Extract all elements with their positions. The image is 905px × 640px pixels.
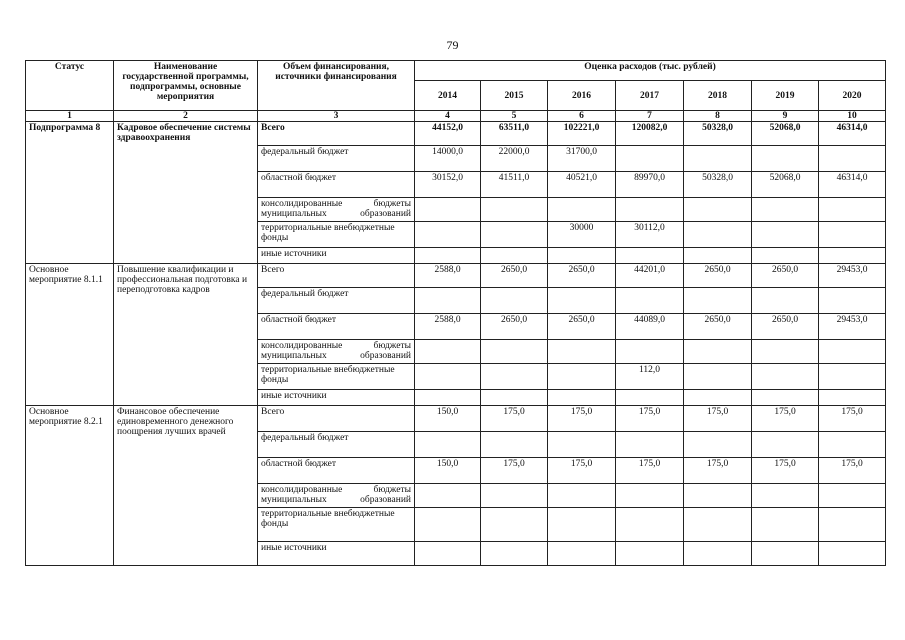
value-cell [616,288,684,314]
value-cell: 52068,0 [752,172,819,198]
value-cell: 2650,0 [548,264,616,288]
value-cell: 112,0 [616,364,684,390]
value-cell [684,198,752,222]
column-number: 4 [415,111,481,122]
funding-source-cell: областной бюджет [258,172,415,198]
value-cell: 175,0 [548,406,616,432]
value-cell [481,248,548,264]
funding-source-cell: федеральный бюджет [258,146,415,172]
value-cell [415,364,481,390]
value-cell [819,288,886,314]
value-cell: 46314,0 [819,172,886,198]
value-cell: 2650,0 [481,314,548,340]
value-cell [548,390,616,406]
value-cell: 102221,0 [548,122,616,146]
value-cell: 2650,0 [548,314,616,340]
value-cell: 2650,0 [752,264,819,288]
funding-source-cell: территориальные внебюджетные фонды [258,222,415,248]
value-cell: 52068,0 [752,122,819,146]
year-header: 2016 [548,81,616,111]
year-header: 2018 [684,81,752,111]
value-cell [415,340,481,364]
value-cell [819,484,886,508]
column-number: 8 [684,111,752,122]
value-cell [819,390,886,406]
year-header: 2017 [616,81,684,111]
value-cell [752,146,819,172]
value-cell: 2650,0 [684,264,752,288]
value-cell [616,248,684,264]
value-cell [684,288,752,314]
value-cell [415,198,481,222]
value-cell [752,222,819,248]
value-cell [481,432,548,458]
value-cell: 29453,0 [819,264,886,288]
value-cell: 30000 [548,222,616,248]
header-estimate: Оценка расходов (тыс. рублей) [415,61,886,81]
value-cell [481,198,548,222]
value-cell [616,146,684,172]
value-cell: 63511,0 [481,122,548,146]
value-cell [819,340,886,364]
column-number: 6 [548,111,616,122]
value-cell [481,364,548,390]
column-number: 10 [819,111,886,122]
value-cell: 150,0 [415,406,481,432]
status-cell: Основное мероприятие 8.2.1 [26,406,114,566]
value-cell [481,222,548,248]
value-cell: 175,0 [616,458,684,484]
value-cell [684,484,752,508]
column-number: 7 [616,111,684,122]
value-cell [616,390,684,406]
value-cell: 41511,0 [481,172,548,198]
header-name: Наименование государственной программы, подпрограммы, основные мероприятия [114,61,258,111]
value-cell [481,288,548,314]
value-cell: 175,0 [481,458,548,484]
value-cell [548,364,616,390]
value-cell [752,508,819,542]
value-cell [752,484,819,508]
value-cell [415,288,481,314]
year-header: 2019 [752,81,819,111]
funding-source-cell: территориальные внебюджетные фонды [258,508,415,542]
value-cell [415,542,481,566]
value-cell [819,222,886,248]
value-cell [415,508,481,542]
status-cell: Основное мероприятие 8.1.1 [26,264,114,406]
value-cell [684,390,752,406]
year-header: 2014 [415,81,481,111]
funding-source-cell: иные источники [258,542,415,566]
budget-table [25,60,886,566]
value-cell [415,390,481,406]
value-cell [616,198,684,222]
value-cell [752,390,819,406]
value-cell [548,484,616,508]
value-cell [415,248,481,264]
value-cell: 175,0 [684,458,752,484]
value-cell [819,508,886,542]
value-cell [684,542,752,566]
value-cell: 22000,0 [481,146,548,172]
value-cell [819,146,886,172]
value-cell [548,340,616,364]
value-cell: 175,0 [481,406,548,432]
funding-source-cell: федеральный бюджет [258,432,415,458]
value-cell [415,222,481,248]
value-cell: 175,0 [819,458,886,484]
value-cell [684,340,752,364]
funding-source-cell: консолидированные бюджеты муниципальных образований [258,340,415,364]
value-cell [481,340,548,364]
value-cell [684,248,752,264]
value-cell: 120082,0 [616,122,684,146]
value-cell [481,508,548,542]
status-cell: Подпрограмма 8 [26,122,114,264]
value-cell [752,340,819,364]
value-cell: 175,0 [616,406,684,432]
table-row [26,406,886,432]
table-row [26,264,886,288]
header-status: Статус [26,61,114,111]
value-cell [819,432,886,458]
value-cell: 44152,0 [415,122,481,146]
header-volume: Объем финансирования, источники финансирования [258,61,415,111]
value-cell: 2650,0 [684,314,752,340]
column-number: 9 [752,111,819,122]
value-cell: 31700,0 [548,146,616,172]
value-cell [684,432,752,458]
value-cell: 150,0 [415,458,481,484]
value-cell [819,248,886,264]
funding-source-cell: территориальные внебюджетные фонды [258,364,415,390]
program-name-cell: Финансовое обеспечение единовременного денежного поощрения лучших врачей [114,406,258,566]
funding-source-cell: иные источники [258,390,415,406]
value-cell [548,288,616,314]
value-cell [616,542,684,566]
funding-source-cell: консолидированные бюджеты муниципальных образований [258,198,415,222]
funding-source-cell: федеральный бюджет [258,288,415,314]
funding-source-cell: областной бюджет [258,458,415,484]
program-name-cell: Кадровое обеспечение системы здравоохранения [114,122,258,264]
value-cell: 2588,0 [415,264,481,288]
value-cell: 14000,0 [415,146,481,172]
value-cell [684,222,752,248]
value-cell [752,198,819,222]
funding-source-cell: иные источники [258,248,415,264]
value-cell: 175,0 [752,458,819,484]
value-cell: 40521,0 [548,172,616,198]
column-number-row [26,111,886,122]
page-number: 79 [446,38,459,52]
value-cell: 2650,0 [752,314,819,340]
funding-source-cell: Всего [258,264,415,288]
value-cell [684,146,752,172]
value-cell [752,248,819,264]
value-cell [548,542,616,566]
value-cell: 2650,0 [481,264,548,288]
value-cell [752,364,819,390]
value-cell [752,432,819,458]
value-cell [548,248,616,264]
value-cell [415,484,481,508]
funding-source-cell: Всего [258,406,415,432]
column-number: 5 [481,111,548,122]
value-cell [616,432,684,458]
value-cell [819,198,886,222]
funding-source-cell: Всего [258,122,415,146]
funding-source-cell: областной бюджет [258,314,415,340]
value-cell [548,198,616,222]
value-cell: 44089,0 [616,314,684,340]
funding-source-cell: консолидированные бюджеты муниципальных образований [258,484,415,508]
value-cell [752,542,819,566]
value-cell: 30112,0 [616,222,684,248]
value-cell: 175,0 [752,406,819,432]
value-cell: 30152,0 [415,172,481,198]
value-cell [481,542,548,566]
value-cell: 175,0 [684,406,752,432]
year-header: 2015 [481,81,548,111]
value-cell [616,508,684,542]
value-cell: 46314,0 [819,122,886,146]
value-cell [481,390,548,406]
value-cell [548,508,616,542]
value-cell [481,484,548,508]
value-cell: 29453,0 [819,314,886,340]
column-number: 2 [114,111,258,122]
table-row [26,122,886,146]
value-cell: 175,0 [819,406,886,432]
value-cell: 89970,0 [616,172,684,198]
value-cell: 50328,0 [684,122,752,146]
value-cell: 175,0 [548,458,616,484]
value-cell [819,364,886,390]
column-number: 3 [258,111,415,122]
program-name-cell: Повышение квалификации и профессиональная подготовка и переподготовка кадров [114,264,258,406]
value-cell [548,432,616,458]
value-cell [684,364,752,390]
value-cell [819,542,886,566]
value-cell: 50328,0 [684,172,752,198]
value-cell [616,340,684,364]
year-header: 2020 [819,81,886,111]
value-cell [415,432,481,458]
value-cell [616,484,684,508]
column-number: 1 [26,111,114,122]
value-cell: 2588,0 [415,314,481,340]
value-cell [684,508,752,542]
value-cell: 44201,0 [616,264,684,288]
value-cell [752,288,819,314]
